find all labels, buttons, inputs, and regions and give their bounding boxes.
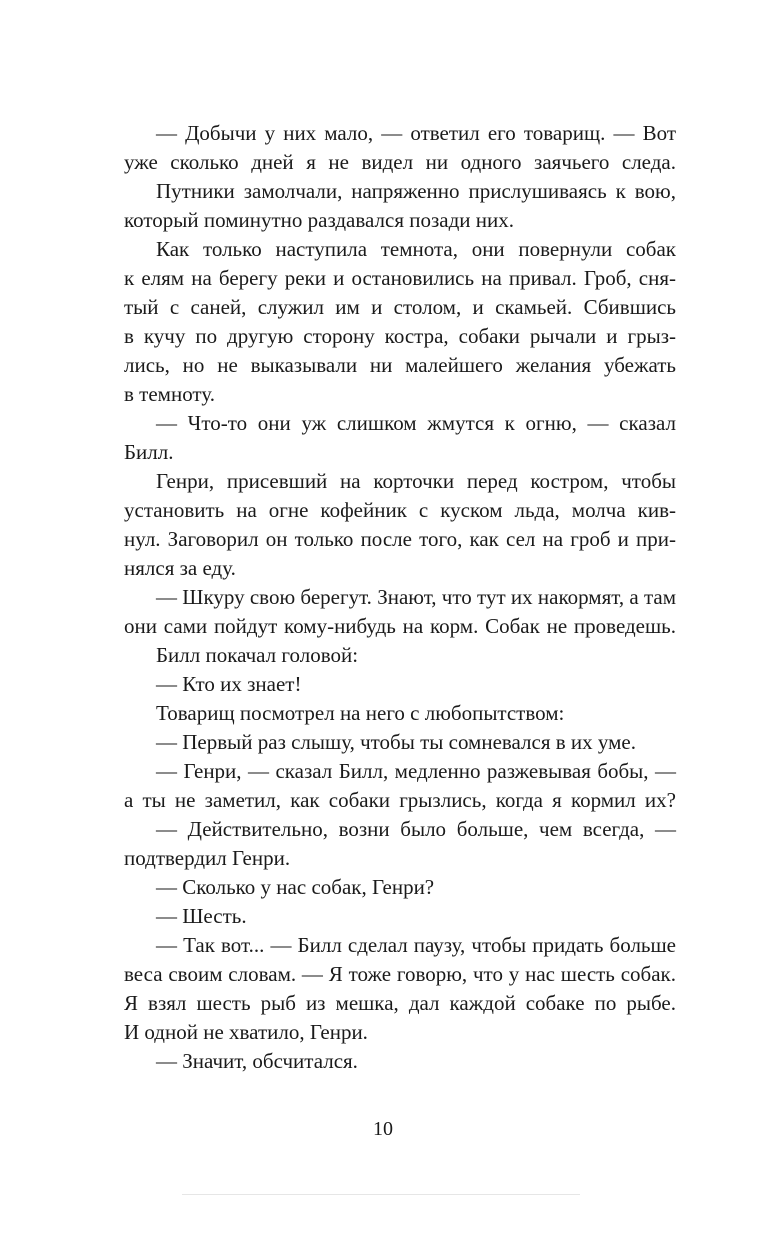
text-line: нялся за еду. (124, 556, 236, 580)
text-line: Я взял шесть рыб из мешка, дал каждой собаке по рыбе. (124, 991, 676, 1015)
text-line: Билл покачал головой: (156, 643, 359, 667)
text-line: Товарищ посмотрел на него с любопытством: (156, 701, 565, 725)
text-line: — Добычи у них мало, — ответил его товарищ. — Вот (156, 121, 676, 145)
text-line: — Кто их знает! (156, 672, 302, 696)
text-line: к елям на берегу реки и остановились на привал. Гроб, сня- (124, 266, 676, 290)
text-line: — Первый раз слышу, чтобы ты сомневался в их уме. (156, 730, 636, 754)
text-line: уже сколько дней я не видел ни одного заячьего следа. (124, 150, 676, 174)
text-line: Генри, присевший на корточки перед костром, чтобы (156, 469, 676, 493)
text-line: Как только наступила темнота, они повернули собак (156, 237, 676, 261)
text-line: они сами пойдут кому-нибудь на корм. Собак не проведешь. (124, 614, 676, 638)
text-line: — Что-то они уж слишком жмутся к огню, — сказал (156, 411, 676, 435)
text-line: лись, но не выказывали ни малейшего желания убежать (124, 353, 676, 377)
book-page-text (124, 119, 676, 1076)
text-line: тый с саней, служил им и столом, и скамьей. Сбившись (124, 295, 676, 319)
text-line: — Генри, — сказал Билл, медленно разжевывая бобы, — (156, 759, 676, 783)
text-line: — Значит, обсчитался. (156, 1049, 358, 1073)
text-line: веса своим словам. — Я тоже говорю, что у нас шесть собак. (124, 962, 676, 986)
text-line: в темноту. (124, 382, 215, 406)
text-line: — Шесть. (156, 904, 247, 928)
text-line: а ты не заметил, как собаки грызлись, когда я кормил их? (124, 788, 676, 812)
text-line: подтвердил Генри. (124, 846, 291, 870)
text-line: который поминутно раздавался позади них. (124, 208, 514, 232)
text-line: — Сколько у нас собак, Генри? (156, 875, 435, 899)
text-line: установить на огне кофейник с куском льда, молча кив- (124, 498, 676, 522)
text-line: И одной не хватило, Генри. (124, 1020, 368, 1044)
text-line: нул. Заговорил он только после того, как сел на гроб и при- (124, 527, 676, 551)
footer-divider (182, 1194, 580, 1195)
text-line: — Шкуру свою берегут. Знают, что тут их накормят, а там (156, 585, 676, 609)
text-line: в кучу по другую сторону костра, собаки рычали и грыз- (124, 324, 676, 348)
text-line: Путники замолчали, напряженно прислушиваясь к вою, (156, 179, 676, 203)
text-line: Билл. (124, 440, 174, 464)
text-line: — Так вот... — Билл сделал паузу, чтобы придать больше (156, 933, 676, 957)
page-number: 10 (373, 1118, 393, 1140)
text-line: — Действительно, возни было больше, чем всегда, — (156, 817, 676, 841)
